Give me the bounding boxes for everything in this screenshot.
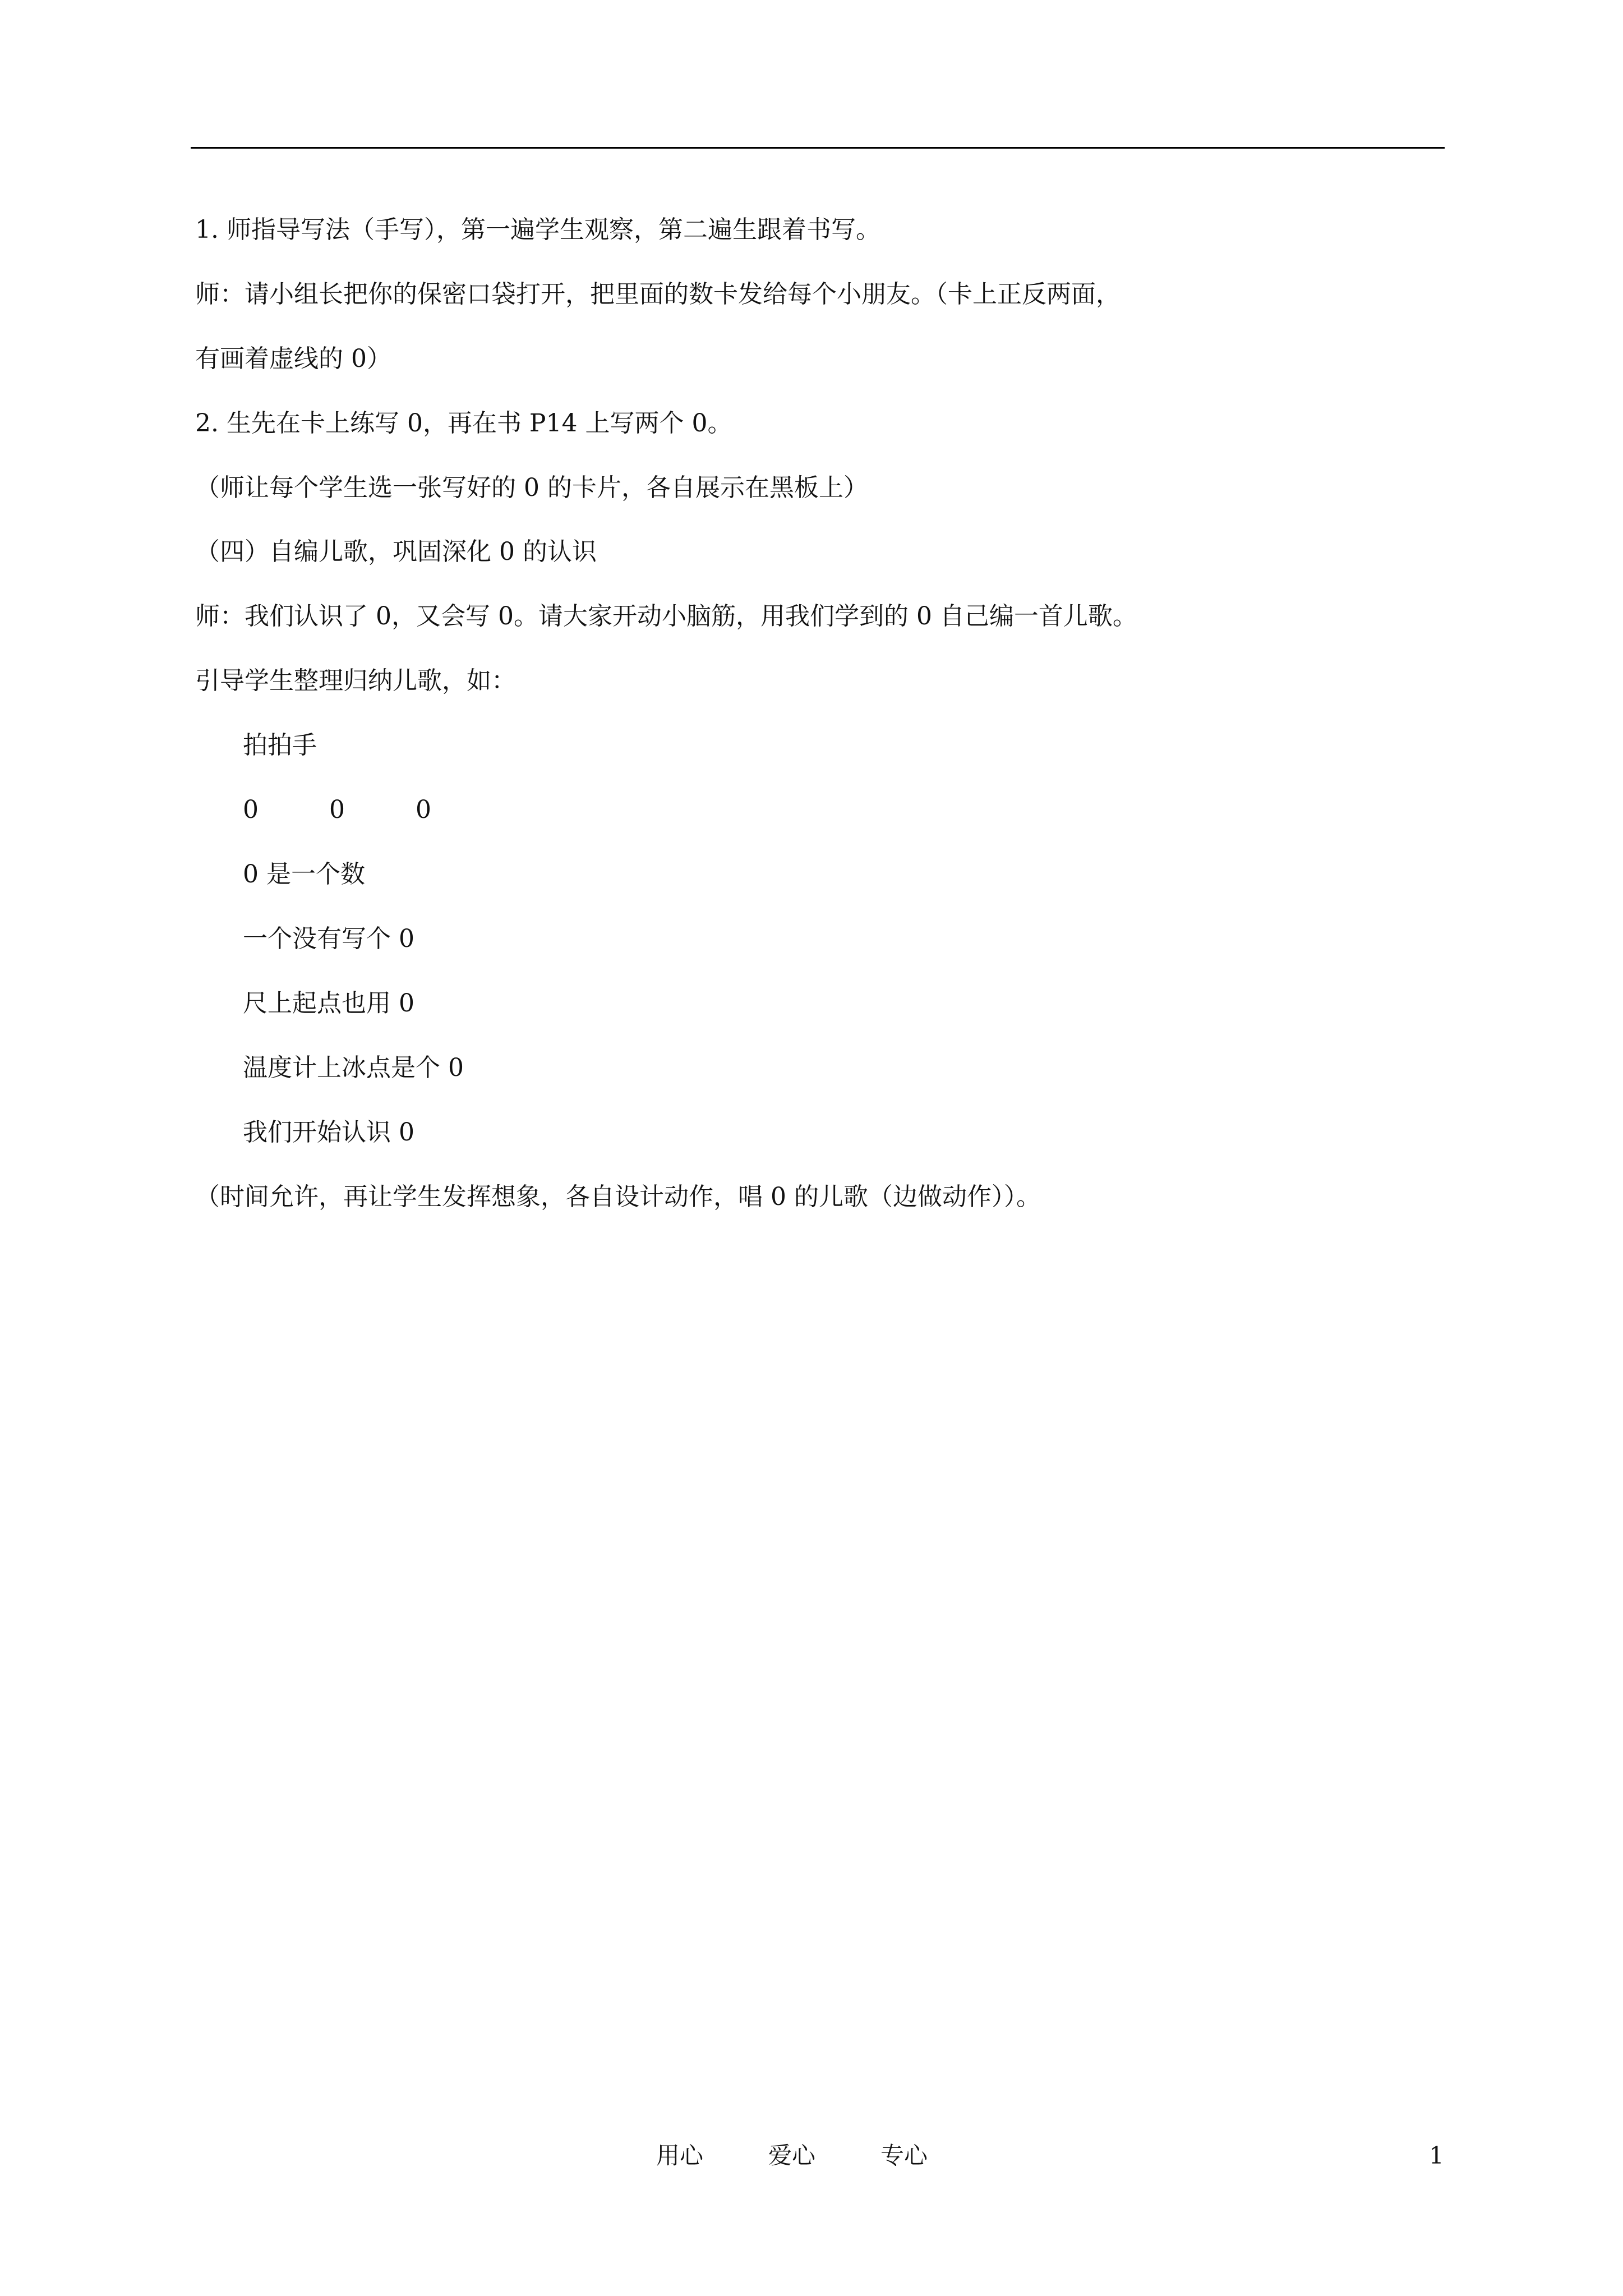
song-line: 温度计上冰点是个 0 — [243, 1053, 464, 1082]
song-line: 我们开始认识 0 — [243, 1118, 414, 1147]
section-heading: （四）自编儿歌，巩固深化 0 的认识 — [195, 537, 597, 566]
page-number: 1 — [1429, 2142, 1444, 2169]
guide-text: 引导学生整理归纳儿歌，如： — [195, 666, 516, 695]
teacher-prompt: 师：我们认识了 0，又会写 0。请大家开动小脑筋，用我们学到的 0 自己编一首儿歌。 — [195, 602, 1137, 631]
song-line: 一个没有写个 0 — [243, 924, 414, 953]
song-line: 0 是一个数 — [243, 860, 365, 889]
teacher-instruction-continuation: 有画着虚线的 0） — [195, 344, 391, 373]
song-zeros-line — [243, 793, 502, 827]
teacher-instruction-line: 师：请小组长把你的保密口袋打开，把里面的数卡发给每个小朋友。（卡上正反两面， — [195, 280, 1121, 309]
footer-word: 专心 — [880, 2142, 928, 2169]
step-2-text: 2. 生先在卡上练写 0，再在书 P14 上写两个 0。 — [195, 409, 732, 438]
song-line: 尺上起点也用 0 — [243, 989, 414, 1018]
song-zero: 0 — [416, 795, 431, 824]
song-zero: 0 — [243, 795, 259, 824]
song-zero: 0 — [329, 795, 345, 824]
teacher-note: （师让每个学生选一张写好的 0 的卡片，各自展示在黑板上） — [195, 473, 868, 502]
song-line: 拍拍手 — [243, 731, 317, 760]
header-rule — [191, 147, 1445, 149]
footer-word: 用心 — [656, 2142, 704, 2169]
closing-note: （时间允许，再让学生发挥想象，各自设计动作，唱 0 的儿歌（边做动作））。 — [195, 1182, 1041, 1211]
footer-word: 爱心 — [768, 2142, 816, 2169]
step-1-text: 1. 师指导写法（手写），第一遍学生观察，第二遍生跟着书写。 — [195, 215, 880, 244]
